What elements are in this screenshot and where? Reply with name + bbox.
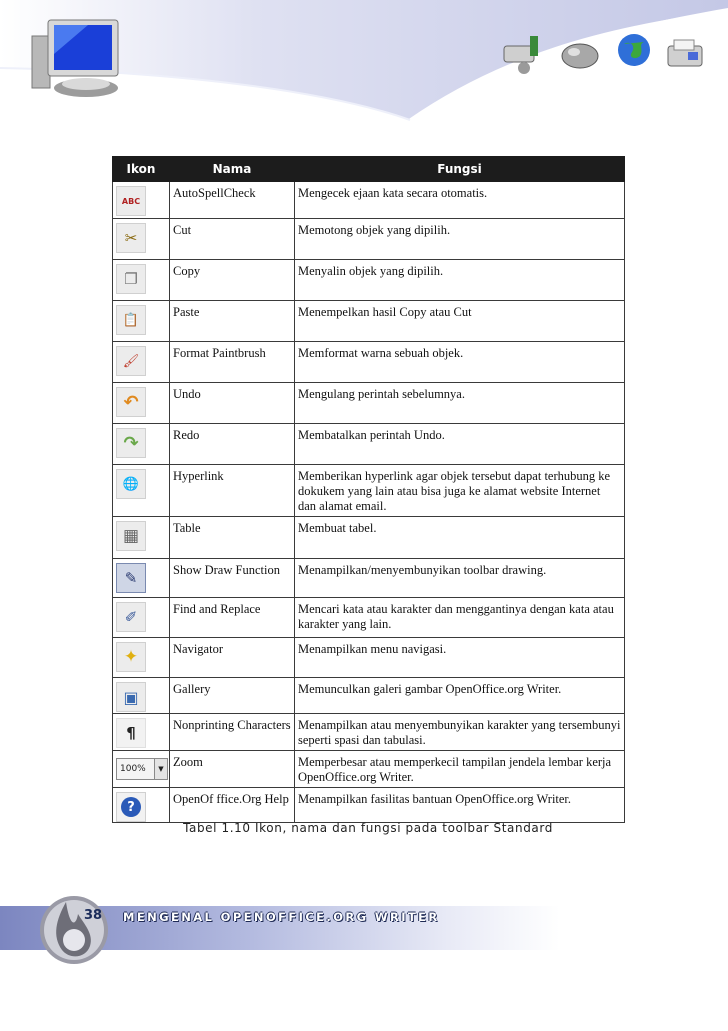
table-caption: Tabel 1.10 Ikon, nama dan fungsi pada toolbar Standard	[183, 821, 553, 835]
table-row	[113, 678, 625, 714]
row-function: Memformat warna sebuah objek.	[295, 342, 625, 383]
row-name: Nonprinting Characters	[170, 714, 295, 751]
row-name: Table	[170, 517, 295, 559]
row-name: Navigator	[170, 638, 295, 678]
row-function: Membatalkan perintah Undo.	[295, 424, 625, 465]
fax-machine-icon	[664, 34, 708, 74]
table-header-row	[113, 157, 625, 182]
copy-icon: ❐	[116, 264, 146, 294]
table-row	[113, 424, 625, 465]
book-title: MENGENAL OPENOFFICE.ORG WRITER	[123, 910, 440, 924]
row-name: Paste	[170, 301, 295, 342]
table-row	[113, 182, 625, 219]
row-function: Menampilkan menu navigasi.	[295, 638, 625, 678]
find-replace-icon: ✐	[116, 602, 146, 632]
table-row	[113, 260, 625, 301]
table-row	[113, 751, 625, 788]
row-name: OpenOf ffice.Org Help	[170, 788, 295, 823]
row-name: Undo	[170, 383, 295, 424]
zoom-value: 100%	[120, 763, 146, 774]
globe-icon	[614, 30, 654, 70]
row-function: Menampilkan/menyembunyikan toolbar drawing.	[295, 559, 625, 598]
row-function: Memotong objek yang dipilih.	[295, 219, 625, 260]
mouse-icon	[558, 36, 602, 76]
row-name: Copy	[170, 260, 295, 301]
row-function: Membuat tabel.	[295, 517, 625, 559]
row-name: Redo	[170, 424, 295, 465]
table-row	[113, 517, 625, 559]
row-function: Memberikan hyperlink agar objek tersebut dapat terhubung ke dokukem yang lain atau bisa juga ke alamat website Internet dan alamat email.	[295, 465, 625, 517]
chevron-down-icon: ▼	[154, 759, 167, 779]
column-header-icon: Ikon	[113, 157, 170, 182]
table-row	[113, 219, 625, 260]
row-name: Cut	[170, 219, 295, 260]
row-function: Mencari kata atau karakter dan menggantinya dengan kata atau karakter yang lain.	[295, 598, 625, 638]
page-header	[0, 0, 728, 150]
navigator-icon: ✦	[116, 642, 146, 672]
table-row	[113, 383, 625, 424]
row-function: Mengecek ejaan kata secara otomatis.	[295, 182, 625, 219]
spellcheck-icon: ABC	[116, 186, 146, 216]
gallery-icon: ▣	[116, 682, 146, 712]
row-name: AutoSpellCheck	[170, 182, 295, 219]
table-row	[113, 638, 625, 678]
table-row	[113, 465, 625, 517]
page-footer	[0, 880, 728, 980]
hyperlink-icon: 🌐	[116, 469, 146, 499]
row-function: Menampilkan fasilitas bantuan OpenOffice.org Writer.	[295, 788, 625, 823]
undo-icon: ↶	[116, 387, 146, 417]
table-row	[113, 342, 625, 383]
column-header-function: Fungsi	[295, 157, 625, 182]
toolbar-standard-table	[112, 156, 625, 823]
table-icon: ▦	[116, 521, 146, 551]
cut-icon: ✂	[116, 223, 146, 253]
column-header-name: Nama	[170, 157, 295, 182]
row-name: Zoom	[170, 751, 295, 788]
page-number: 38	[84, 908, 103, 923]
computer-monitor-icon	[28, 14, 128, 104]
help-icon	[116, 792, 146, 822]
paintbrush-icon: 🖌	[116, 346, 146, 376]
row-name: Show Draw Function	[170, 559, 295, 598]
draw-function-icon: ✎	[116, 563, 146, 593]
row-name: Format Paintbrush	[170, 342, 295, 383]
row-name: Gallery	[170, 678, 295, 714]
row-function: Menyalin objek yang dipilih.	[295, 260, 625, 301]
table-row	[113, 559, 625, 598]
row-function: Mengulang perintah sebelumnya.	[295, 383, 625, 424]
row-function: Menampilkan atau menyembunyikan karakter yang tersembunyi seperti spasi dan tabulasi.	[295, 714, 625, 751]
nonprinting-characters-icon: ¶	[116, 718, 146, 748]
router-icon	[500, 30, 546, 76]
help-icon-glyph: ?	[121, 797, 141, 817]
row-name: Find and Replace	[170, 598, 295, 638]
row-function: Memunculkan galeri gambar OpenOffice.org Writer.	[295, 678, 625, 714]
zoom-icon	[116, 758, 168, 780]
paste-icon: 📋	[116, 305, 146, 335]
redo-icon: ↷	[116, 428, 146, 458]
row-function: Memperbesar atau memperkecil tampilan jendela lembar kerja OpenOffice.org Writer.	[295, 751, 625, 788]
table-row	[113, 714, 625, 751]
row-function: Menempelkan hasil Copy atau Cut	[295, 301, 625, 342]
table-row	[113, 788, 625, 823]
table-row	[113, 301, 625, 342]
table-row	[113, 598, 625, 638]
row-name: Hyperlink	[170, 465, 295, 517]
